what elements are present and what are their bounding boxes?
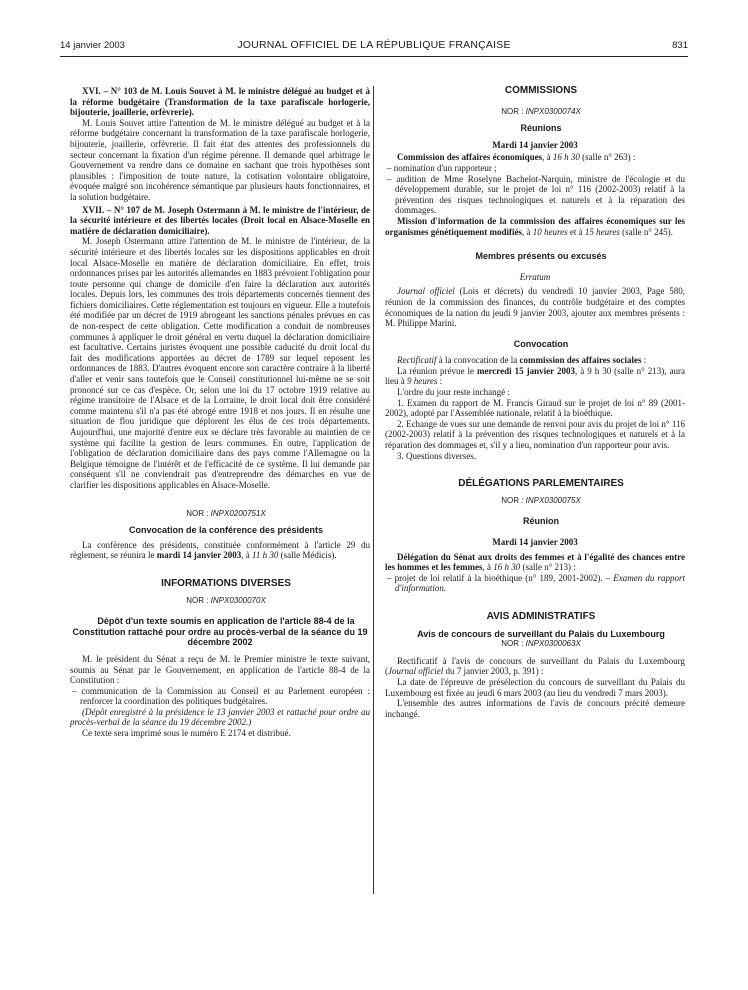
ogm-mission: Mission d'information de la commission des affaires économiques sur les organismes génétiquement modifiés, à 10 heures et à 15 heures (salle n° 245). — [385, 215, 685, 237]
nor-reference: NOR : INPX0200751X — [186, 508, 266, 518]
depot-note: (Dépôt enregistré à la présidence le 13 janvier 2003 et rattaché pour ordre au procès-verbal de la séance du 19 décembre 2002.) — [70, 706, 370, 728]
avis-subtitle: Avis de concours de surveillant du Palais du Luxembourg — [417, 628, 665, 639]
delegation-meeting: Délégation du Sénat aux droits des femmes et à l'égalité des chances entre les hommes et les femmes, à 16 h 30 (salle n° 213) : — [385, 551, 685, 573]
avis-administratifs-title: AVIS ADMINISTRATIFS — [486, 610, 596, 622]
meeting-date: Mardi 14 janvier 2003 — [492, 537, 578, 547]
ordre-du-jour: L'ordre du jour reste inchangé : — [397, 387, 510, 398]
conference-text: La conférence des présidents, constituée conformément à l'article 29 du règlement, se réunira le mardi 14 janvier 2003, à 11 h 30 (salle Médicis). — [70, 539, 370, 561]
list-item: – communication de la Commission au Conseil et au Parlement européen : renforcer la coordination des politiques budgétaires. — [72, 685, 370, 707]
informations-diverses-title: INFORMATIONS DIVERSES — [161, 577, 291, 589]
reunion-change: La réunion prévue le mercredi 15 janvier 2003, à 9 h 30 (salle n° 213), aura lieu à 9 heures : — [385, 365, 686, 387]
left-column — [70, 86, 370, 739]
page-number: 831 — [672, 40, 688, 51]
depot-text: M. le président du Sénat a reçu de M. le Premier ministre le texte suivant, soumis au Sénat par le Gouvernement, en application de l'article 88-4 de la Constitution : — [70, 653, 370, 686]
meeting-date: Mardi 14 janvier 2003 — [492, 139, 578, 150]
nor-reference: NOR : INPX0300070X — [186, 595, 266, 605]
header-rule — [60, 56, 688, 57]
list-item: – nomination d'un rapporteur ; — [387, 162, 497, 173]
agenda-item-2: 2. Echange de vues sur une demande de renvoi pour avis du projet de loi n° 116 (2002-2003) relatif à la prévention des risques technologiques et naturels et à la réparation des dommages et, s'il y a lieu, nomination d'un rapporteur pour avis. — [385, 418, 685, 451]
list-item: – audition de Mme Roselyne Bachelot-Narquin, ministre de l'écologie et du développement durable, sur le projet de loi n° 116 (2002-2003) relatif à la prévention des risques technologiques et naturels et à la réparation des dommages. — [387, 173, 685, 216]
page-header — [60, 36, 688, 54]
nor-reference: NOR : INPX0300063X — [501, 639, 581, 649]
conference-title: Convocation de la conférence des présidents — [128, 525, 324, 536]
agenda-item-1: 1. Examen du rapport de M. Francis Giraud sur le projet de loi n° 89 (2001-2002), adopté par l'Assemblée nationale, relatif à la bioéthique. — [385, 397, 685, 419]
commissions-title: COMMISSIONS — [504, 85, 578, 96]
question-16-text: M. Louis Souvet attire l'attention de M. le ministre délégué au budget et à la réforme budgétaire concernant la transformation de la taxe parafiscale horlogerie, bijouterie, joaillerie, orfèvrerie. Il fait état des attentes des professionnels du secteur concernant la fixation d'un régime pérenne. Il demande quel arbitrage le Gouvernement va rendre dans ce domaine en sachant que trois hypothèses sont plausibles : l'imposition de toute nature, la cotisation volontaire obligatoire, évoquée malgré son incohérence sémantique par plusieurs hauts fonctionnaires, et la solution budgétaire. — [70, 117, 370, 202]
header-date: 14 janvier 2003 — [60, 40, 125, 51]
right-column — [385, 86, 685, 719]
rectificatif-text: Rectificatif à la convocation de la commission des affaires sociales : — [397, 355, 647, 366]
erratum-text: Journal officiel (Lois et décrets) du vendredi 10 janvier 2003, Page 580, réunion de la commission des finances, du contrôle budgétaire et des comptes économiques de la nation du jeudi 9 janvier 2003, ajouter aux membres présents : M. Philippe Marini. — [385, 286, 685, 329]
depot-final: Ce texte sera imprimé sous le numéro E 2174 et distribué. — [82, 728, 291, 739]
eco-agenda — [385, 163, 685, 216]
question-16-title: XVI. – N° 103 de M. Louis Souvet à M. le ministre délégué au budget et à la réforme budgétaire (Transformation de la taxe parafiscale horlogerie, bijouterie, joaillerie, orfèvrerie). — [70, 86, 370, 118]
nor-reference: NOR : INPX0300074X — [501, 106, 581, 116]
question-17-title: XVII. – N° 107 de M. Joseph Ostermann à M. le ministre de l'intérieur, de la sécurité intérieure et des libertés locales (Droit local en Alsace-Moselle en matière de déclaration domiciliaire). — [70, 204, 370, 236]
depot-title: Dépôt d'un texte soumis en application de l'article 88-4 de la Constitution rattaché pour ordre au procès-verbal de la séance du 19 décembre 2002 — [72, 616, 368, 648]
avis-paragraph-2: La date de l'épreuve de présélection du concours de surveillant du Palais du Luxembourg est fixée au jeudi 6 mars 2003 (au lieu du vendredi 7 mars 2003). — [385, 676, 685, 698]
delegation-agenda: – projet de loi relatif à la bioéthique (n° 189, 2001-2002). – Examen du rapport d'information. — [387, 572, 685, 594]
reunion-title: Réunion — [523, 516, 559, 527]
erratum-title: Erratum — [519, 271, 551, 282]
column-separator — [373, 86, 374, 894]
membres-title: Membres présents ou excusés — [475, 251, 607, 262]
nor-reference: NOR : INPX0300075X — [501, 495, 581, 505]
convocation-title: Convocation — [513, 338, 569, 349]
avis-paragraph-3: L'ensemble des autres informations de l'avis de concours précité demeure inchangé. — [385, 698, 685, 719]
eco-commission: Commission des affaires économiques, à 16 h 30 (salle n° 263) : — [397, 152, 636, 163]
journal-title: JOURNAL OFFICIEL DE LA RÉPUBLIQUE FRANÇAISE — [237, 39, 511, 51]
reunions-title: Réunions — [520, 123, 562, 134]
agenda-item-3: 3. Questions diverses. — [397, 450, 476, 461]
avis-paragraph-1: Rectificatif à l'avis de concours de surveillant du Palais du Luxembourg (Journal officiel du 7 janvier 2003, p. 391) : — [385, 655, 685, 677]
delegations-title: DÉLÉGATIONS PARLEMENTAIRES — [458, 478, 624, 490]
question-17-text: M. Joseph Ostermann attire l'attention de M. le ministre de l'intérieur, de la sécurité intérieure et des libertés locales sur les dispositions applicables en droit local Alsace-Moselle en matière de déclaration domiciliaire. En effet, trois ordonnances prises par les autorités allemandes en 1883 prévoient l'obligation pour toute personne qui change de domicile d'en faire la déclaration aux autorités locales. Depuis lors, les communes des trois départements concernés tiennent des fichiers domiciliaires. Cette réglementation est toujours en vigueur. Elle a toutefois été modifiée par un décret de 1919 abrogeant les sanctions pénales prévues en cas de non-respect de cette obligation. Cette modification a conduit de nombreuses communes à appliquer le droit général en vertu duquel la déclaration domiciliaire est facultative. Certains juristes évoquent une possible caducité du droit local du fait des modifications apportées au décret de 1789 sur lequel reposent les ordonnances de 1883. D'autres évoquent encore son caractère contraire à la liberté d'aller et venir sans toutefois que le Conseil constitutionnel lui-même ne se soit prononcé sur ce cas d'espèce. Or, selon une loi du 17 octobre 1919 relative au régime transitoire de l'Alsace et de la Lorraine, le droit local doit être considéré comme maintenu s'il n'a pas été abrogé entre 1918 et nos jours. Il en résulte une situation de flou juridique que déplorent les élus de ces trois départements. Aujourd'hui, une majorité d'entre eux se déclare très favorable au maintien de ce système qui facilite la gestion de leurs communes. En outre, l'application de l'obligation de déclaration domiciliaire dans des pays comme l'Allemagne ou la Belgique témoigne de l'intérêt et de l'efficacité de ce système. Il lui demande par conséquent s'il ne conviendrait pas d'entreprendre des démarches en vue de clarifier les dispositions applicables en Alsace-Moselle. — [70, 236, 370, 490]
depot-list — [70, 686, 370, 707]
